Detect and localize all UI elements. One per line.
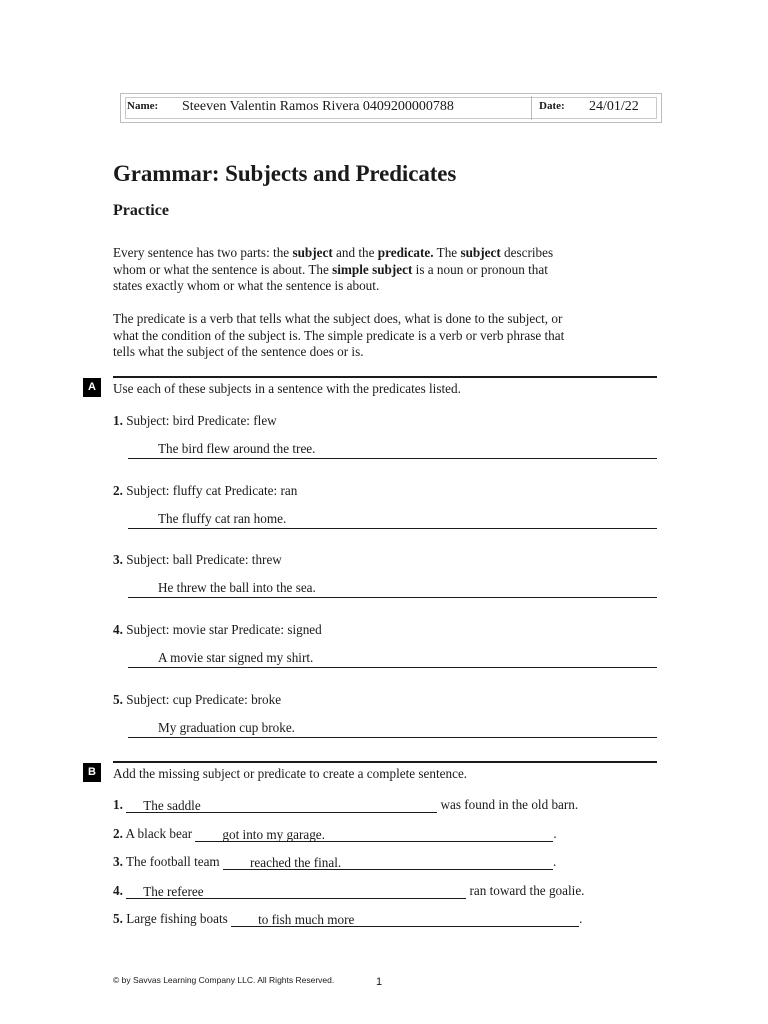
sentence-start: The football team: [125, 854, 223, 869]
sentence-end: .: [553, 854, 557, 869]
answer-blank[interactable]: reached the final.: [223, 855, 553, 870]
paragraph-text: describes: [500, 245, 554, 260]
section-a-badge: A: [83, 378, 101, 397]
sentence-start: A black bear: [125, 826, 196, 841]
answer-line: [128, 458, 657, 459]
completion-row: [113, 797, 578, 813]
copyright-notice: © by Savvas Learning Company LLC. All Rights Reserved.: [113, 975, 335, 985]
answer-line: [128, 597, 657, 598]
paragraph-text: is a noun or pronoun that: [412, 261, 548, 277]
question-number: 5.: [113, 911, 123, 926]
completion-row: [113, 911, 582, 927]
intro-paragraph-2-line: what the condition of the subject is. The simple predicate is a verb or verb phrase that: [113, 327, 565, 343]
intro-paragraph-2-line: The predicate is a verb that tells what the subject does, what is done to the subject, or: [113, 311, 563, 326]
question-text: Subject: fluffy cat Predicate: ran: [122, 483, 298, 498]
sentence-end: ran toward the goalie.: [466, 883, 585, 898]
question-text: Subject: movie star Predicate: signed: [122, 622, 322, 637]
paragraph-text: whom or what the sentence is about. The: [113, 261, 333, 277]
section-a-instruction: Use each of these subjects in a sentence with the predicates listed.: [113, 381, 461, 396]
paragraph-text: and the: [332, 245, 378, 260]
question-number: 4.: [113, 622, 123, 637]
question-number: 3.: [113, 552, 123, 567]
sentence-start: Large fishing boats: [126, 911, 232, 926]
question-prompt: [113, 692, 281, 708]
answer-text[interactable]: The fluffy cat ran home.: [158, 511, 287, 526]
answer-blank[interactable]: The referee: [126, 884, 466, 899]
sentence-end: .: [579, 911, 583, 926]
sentence-end: was found in the old barn.: [437, 797, 579, 812]
question-prompt: [113, 552, 282, 568]
completion-row: [113, 883, 584, 899]
section-b-instruction: Add the missing subject or predicate to create a complete sentence.: [113, 766, 468, 781]
bold-term: subject: [292, 245, 333, 260]
intro-paragraph-1: [113, 245, 653, 295]
question-number: 1.: [113, 797, 123, 812]
question-number: 2.: [113, 483, 123, 498]
date-label: Date:: [539, 100, 565, 112]
question-prompt: [113, 483, 297, 499]
answer-line: [128, 528, 657, 529]
question-number: 5.: [113, 692, 123, 707]
question-prompt: [113, 622, 322, 638]
answer-line: [128, 737, 657, 738]
section-b-badge: B: [83, 763, 101, 782]
header-divider: [531, 96, 532, 120]
page-subtitle: Practice: [113, 202, 169, 219]
question-text: Subject: cup Predicate: broke: [122, 692, 282, 707]
answer-text[interactable]: My graduation cup broke.: [158, 720, 295, 735]
question-text: Subject: bird Predicate: flew: [122, 413, 277, 428]
answer-blank[interactable]: The saddle: [126, 798, 437, 813]
bold-term: subject: [460, 245, 501, 260]
question-number: 4.: [113, 883, 123, 898]
question-number: 1.: [113, 413, 123, 428]
date-field[interactable]: 24/01/22: [589, 99, 639, 114]
answer-text[interactable]: He threw the ball into the sea.: [158, 580, 316, 595]
intro-paragraph-2: [113, 311, 653, 361]
name-field[interactable]: Steeven Valentin Ramos Rivera 0409200000788: [182, 99, 454, 114]
completion-row: [113, 854, 556, 870]
answer-blank[interactable]: to fish much more: [231, 912, 579, 927]
paragraph-text: Every sentence has two parts: the: [113, 245, 293, 260]
answer-blank[interactable]: got into my garage.: [195, 827, 553, 842]
question-prompt: [113, 413, 277, 429]
answer-text[interactable]: A movie star signed my shirt.: [158, 650, 314, 665]
page-title: Grammar: Subjects and Predicates: [113, 161, 457, 186]
section-a-rule: [113, 376, 657, 378]
bold-term: predicate.: [377, 245, 434, 260]
name-label: Name:: [127, 100, 159, 112]
sentence-end: .: [553, 826, 557, 841]
answer-text[interactable]: The bird flew around the tree.: [158, 441, 316, 456]
answer-line: [128, 667, 657, 668]
bold-term: simple subject: [332, 261, 413, 277]
page-number: 1: [376, 976, 383, 988]
question-number: 3.: [113, 854, 123, 869]
question-number: 2.: [113, 826, 123, 841]
question-text: Subject: ball Predicate: threw: [122, 552, 282, 567]
intro-paragraph-2-line: tells what the subject of the sentence does or is.: [113, 344, 364, 359]
paragraph-text: The: [433, 245, 461, 260]
section-b-rule: [113, 761, 657, 763]
completion-row: [113, 826, 557, 842]
paragraph-text: states exactly whom or what the sentence is about.: [113, 278, 380, 293]
